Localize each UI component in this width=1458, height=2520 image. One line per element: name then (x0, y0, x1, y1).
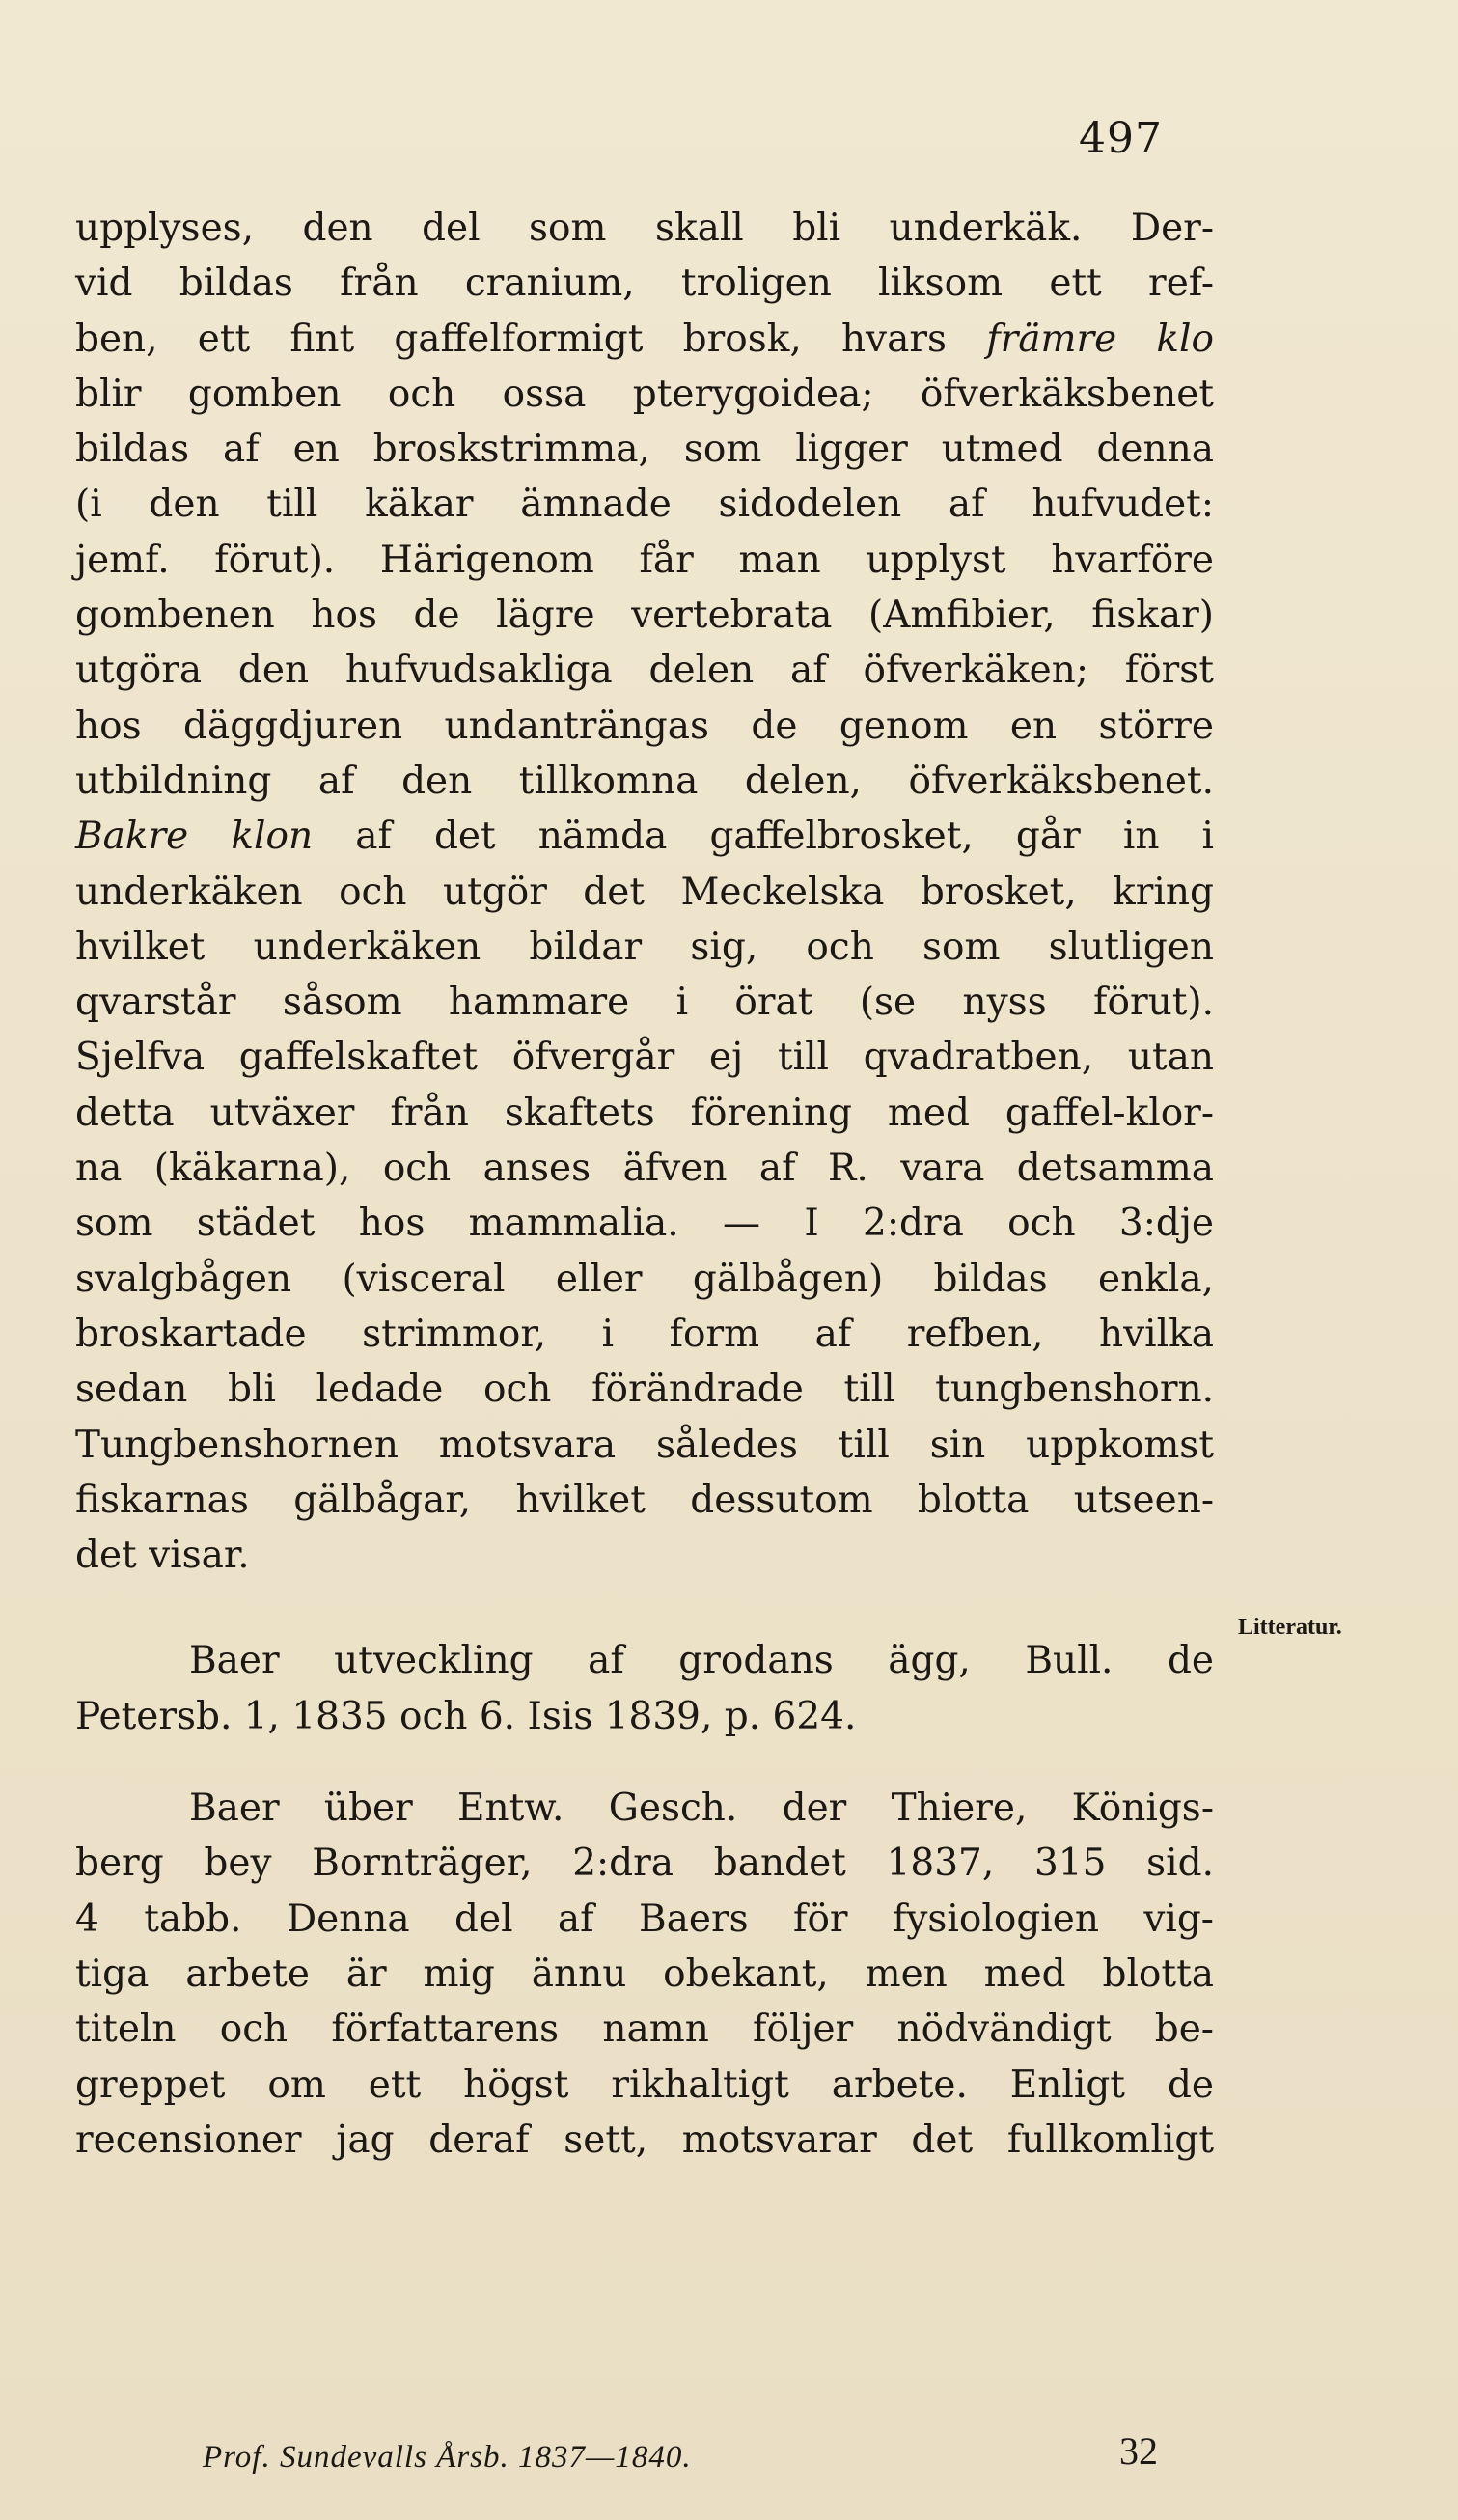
body-text (75, 201, 1214, 2168)
text-line: det visar. (75, 1534, 250, 1578)
text-line: recensioner jag deraf sett, motsvarar det fullkomligt (75, 2118, 1214, 2162)
text-line: jemf. förut). Härigenom får man upplyst hvarföre (75, 538, 1214, 582)
text-line: gombenen hos de lägre vertebrata (Amfibier, fiskar) (75, 594, 1214, 638)
text-line: underkäken och utgör det Meckelska brosket, kring (75, 870, 1214, 914)
text-fragment: af det nämda gaffelbrosket, går in i (355, 815, 1215, 859)
text-line: vid bildas från cranium, troligen liksom ett ref- (75, 262, 1214, 306)
marginal-note: Litteratur. (1238, 1615, 1342, 1640)
text-line: utgöra den hufvudsakliga delen af öfverkäken; först (75, 649, 1214, 693)
text-line: hos däggdjuren undanträngas de genom en större (75, 704, 1214, 748)
bibliography-line: Petersb. 1, 1835 och 6. Isis 1839, p. 624. (75, 1694, 857, 1738)
text-line: berg bey Bornträger, 2:dra bandet 1837, 315 sid. (75, 1842, 1214, 1886)
text-line: titeln och författarens namn följer nödvändigt be- (75, 2008, 1214, 2052)
page-number: 497 (1079, 114, 1163, 163)
text-line: blir gomben och ossa pterygoidea; öfverkäksbenet (75, 372, 1214, 416)
text-line: broskartade strimmor, i form af refben, hvilka (75, 1312, 1214, 1356)
text-line: greppet om ett högst rikhaltigt arbete. Enligt de (75, 2063, 1214, 2107)
text-line: (i den till käkar ämnade sidodelen af hufvudet: (75, 483, 1214, 527)
paragraph-gap (75, 1583, 1214, 1633)
text-line: utbildning af den tillkomna delen, öfverkäksbenet. (75, 759, 1214, 803)
text-line: fiskarnas gälbågar, hvilket dessutom blotta utseen- (75, 1478, 1214, 1522)
text-line: bildas af en broskstrimma, som ligger utmed denna (75, 428, 1214, 472)
text-line: som städet hos mammalia. — I 2:dra och 3:dje (75, 1202, 1214, 1246)
text-fragment: ben, ett fint gaffelformigt brosk, hvars (75, 317, 947, 361)
text-line: 4 tabb. Denna del af Baers för fysiologien vig- (75, 1897, 1214, 1941)
text-line: Tungbenshornen motsvara således till sin uppkomst (75, 1423, 1214, 1467)
bibliography-line: Baer über Entw. Gesch. der Thiere, Königs- (189, 1786, 1214, 1831)
italic-term: främre klo (986, 317, 1214, 361)
footer-sheet-number: 32 (1119, 2429, 1158, 2473)
text-line: upplyses, den del som skall bli underkäk. Der- (75, 207, 1214, 250)
text-line-with-italic (75, 809, 1214, 864)
text-line: na (käkarna), och anses äfven af R. vara detsamma (75, 1147, 1214, 1191)
text-line: Sjelfva gaffelskaftet öfvergår ej till qvadratben, utan (75, 1036, 1214, 1080)
italic-term: Bakre klon (75, 815, 314, 859)
text-line: qvarstår såsom hammare i örat (se nyss förut). (75, 981, 1214, 1025)
text-line: sedan bli ledade och förändrade till tungbenshorn. (75, 1368, 1214, 1412)
footer-signature: Prof. Sundevalls Årsb. 1837—1840. (203, 2440, 692, 2475)
paragraph-gap (75, 1744, 1214, 1781)
text-line: hvilket underkäken bildar sig, och som slutligen (75, 925, 1214, 969)
bibliography-line: Baer utveckling af grodans ägg, Bull. de (189, 1639, 1214, 1683)
text-line: svalgbågen (visceral eller gälbågen) bildas enkla, (75, 1257, 1214, 1301)
text-line: tiga arbete är mig ännu obekant, men med blotta (75, 1952, 1214, 1996)
text-line-with-italic (75, 312, 1214, 367)
text-line: detta utväxer från skaftets förening med gaffel-klor- (75, 1091, 1214, 1135)
